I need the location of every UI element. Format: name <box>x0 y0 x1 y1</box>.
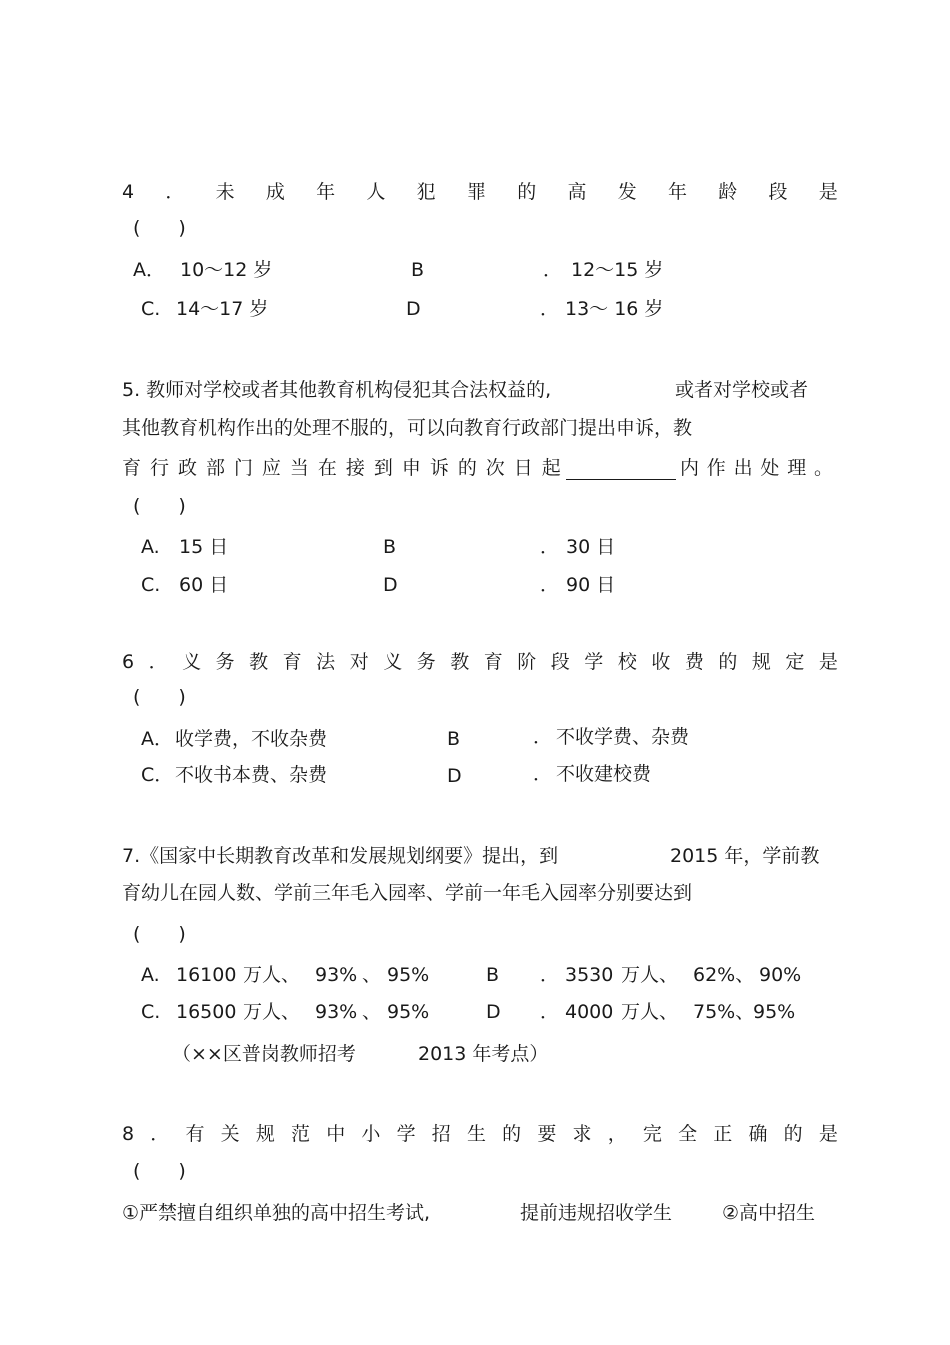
stem-char: 到 <box>373 457 393 479</box>
q7-option-b-unit: 万人、 <box>621 964 679 986</box>
stem-char: 门 <box>233 457 253 479</box>
stem-char: 生 <box>466 1123 486 1145</box>
q5-line-1-part-2: 或者对学校或者 <box>675 379 809 401</box>
stem-char: 招 <box>431 1123 451 1145</box>
q5-option-c-label: C. <box>141 574 161 596</box>
q4-option-d-label: D <box>406 298 421 320</box>
stem-char: 是 <box>818 1123 838 1145</box>
q7-source-note-part-2: 2013 年考点） <box>418 1043 549 1065</box>
stem-char: 年 <box>316 181 336 203</box>
q4-option-a-label: A． <box>133 259 165 281</box>
q6-option-a-text: 收学费，不收杂费 <box>175 728 328 750</box>
q8-answer-paren: ( ) <box>133 1160 186 1182</box>
stem-char: 小 <box>361 1123 381 1145</box>
stem-char: 有 <box>185 1123 205 1145</box>
q8-line-part-1: ①严禁擅自组织单独的高中招生考试, <box>122 1202 431 1224</box>
q6-answer-paren: ( ) <box>133 686 186 708</box>
stem-char: 义 <box>182 651 202 673</box>
stem-char: 法 <box>316 651 336 673</box>
q7-option-d-unit: 万人、 <box>621 1001 679 1023</box>
q5-answer-paren: ( ) <box>133 495 186 517</box>
q7-option-b-label: B <box>486 964 500 986</box>
stem-char: 是 <box>818 651 838 673</box>
stem-char: 成 <box>265 181 285 203</box>
stem-char: 在 <box>317 457 337 479</box>
q4-option-b-dot: ． <box>543 259 563 281</box>
stem-char: 义 <box>383 651 403 673</box>
q5-line-1-part-1: 5. 教师对学校或者其他教育机构侵犯其合法权益的, <box>122 379 552 401</box>
stem-char: 政 <box>177 457 197 479</box>
q5-option-d-label: D <box>383 574 398 596</box>
q5-option-a-text: 15 日 <box>179 536 229 558</box>
stem-char: 规 <box>255 1123 275 1145</box>
stem-char: 理 <box>787 457 807 479</box>
q6-option-c-text: 不收书本费、杂费 <box>175 764 328 786</box>
q8-line-part-3: ②高中招生 <box>722 1202 816 1224</box>
stem-char: 行 <box>149 457 169 479</box>
q4-stem <box>122 183 838 202</box>
stem-char: 出 <box>733 457 753 479</box>
q5-option-a-label: A. <box>141 536 160 558</box>
stem-char: 高 <box>567 181 587 203</box>
stem-char: 育 <box>483 651 503 673</box>
stem-char: 中 <box>326 1123 346 1145</box>
q5-line-2: 其他教育机构作出的处理不服的，可以向教育行政部门提出申诉，教 <box>122 417 693 439</box>
stem-char: 日 <box>513 457 533 479</box>
q4-option-b-text: 12～15 岁 <box>571 259 664 281</box>
q7-option-c-separator: 、 <box>362 1001 382 1023</box>
q7-option-b-rate-2: 90% <box>759 964 802 986</box>
q4-option-d-text: 13～ 16 岁 <box>565 298 664 320</box>
stem-char: 次 <box>485 457 505 479</box>
q6-option-c-label: C． <box>141 764 174 786</box>
q7-line-1-part-2: 2015 年，学前教 <box>670 845 820 867</box>
stem-char: 阶 <box>517 651 537 673</box>
q7-option-a-unit: 万人、 <box>243 964 301 986</box>
stem-char: 教 <box>450 651 470 673</box>
stem-char: 要 <box>537 1123 557 1145</box>
stem-char: 部 <box>205 457 225 479</box>
stem-char: 年 <box>668 181 688 203</box>
stem-char: 是 <box>818 181 838 203</box>
q7-option-c-rate-2: 95% <box>387 1001 430 1023</box>
stem-char: 申 <box>401 457 421 479</box>
q5-option-c-text: 60 日 <box>179 574 229 596</box>
stem-char: 接 <box>345 457 365 479</box>
q6-option-d-text: 不收建校费 <box>556 763 652 785</box>
stem-char: ． <box>148 651 168 673</box>
q7-line-1-part-1: 7.《国家中长期教育改革和发展规划纲要》提出，到 <box>122 845 559 867</box>
stem-char: 未 <box>215 181 235 203</box>
stem-char: 关 <box>220 1123 240 1145</box>
q7-option-b-number: 3530 <box>565 964 614 986</box>
q4-option-c-text: 14～17 岁 <box>176 298 269 320</box>
q6-option-b-dot: ． <box>533 726 553 748</box>
stem-char: 段 <box>550 651 570 673</box>
stem-char: 育 <box>282 651 302 673</box>
q5-answer-blank <box>566 479 676 480</box>
q4-option-a-text: 10～12 岁 <box>180 259 273 281</box>
q5-option-b-dot: ． <box>540 536 560 558</box>
q7-option-d-number: 4000 <box>565 1001 614 1023</box>
stem-char: 的 <box>783 1123 803 1145</box>
q4-option-c-label: C. <box>141 298 161 320</box>
q7-option-c-rate-1: 93% <box>315 1001 358 1023</box>
stem-char: 务 <box>416 651 436 673</box>
stem-char: 龄 <box>718 181 738 203</box>
stem-char: 起 <box>541 457 561 479</box>
stem-char: 人 <box>366 181 386 203</box>
stem-char: 定 <box>785 651 805 673</box>
stem-char: 6 <box>122 651 135 673</box>
q6-option-b-text: 不收学费、杂费 <box>556 726 690 748</box>
q7-option-a-number: 16100 <box>176 964 237 986</box>
q4-option-d-dot: ． <box>540 298 560 320</box>
stem-char: 的 <box>457 457 477 479</box>
q6-option-d-dot: ． <box>533 763 553 785</box>
q4-answer-paren: ( ) <box>133 217 186 239</box>
stem-char: 应 <box>261 457 281 479</box>
stem-char: ， <box>607 1123 627 1145</box>
stem-char: 确 <box>748 1123 768 1145</box>
stem-char: 的 <box>502 1123 522 1145</box>
stem-char: 对 <box>349 651 369 673</box>
q5-line-3-start <box>122 459 561 478</box>
stem-char: 段 <box>768 181 788 203</box>
q7-option-c-number: 16500 <box>176 1001 237 1023</box>
stem-char: ． <box>165 181 185 203</box>
stem-char: 收 <box>651 651 671 673</box>
stem-char: 求 <box>572 1123 592 1145</box>
stem-char: 4 <box>122 181 135 203</box>
q5-line-3-end <box>680 459 833 478</box>
q8-stem <box>122 1125 838 1144</box>
stem-char: 费 <box>684 651 704 673</box>
stem-char: 的 <box>517 181 537 203</box>
q7-answer-paren: ( ) <box>133 923 186 945</box>
q6-option-b-label: B <box>447 728 461 750</box>
stem-char: 正 <box>713 1123 733 1145</box>
q7-option-a-separator: 、 <box>362 964 382 986</box>
q7-source-note-part-1: （××区普岗教师招考 <box>172 1043 356 1065</box>
stem-char: 当 <box>289 457 309 479</box>
stem-char: 的 <box>718 651 738 673</box>
q5-option-b-text: 30 日 <box>566 536 616 558</box>
stem-char: 校 <box>617 651 637 673</box>
stem-char: 完 <box>642 1123 662 1145</box>
q7-option-d-rate-2: 95% <box>753 1001 796 1023</box>
q5-option-d-dot: ． <box>540 574 560 596</box>
stem-char: 处 <box>760 457 780 479</box>
stem-char: 学 <box>396 1123 416 1145</box>
q7-option-d-dot: ． <box>540 1001 560 1023</box>
stem-char: 作 <box>706 457 726 479</box>
q5-option-d-text: 90 日 <box>566 574 616 596</box>
q7-option-a-rate-2: 95% <box>387 964 430 986</box>
q6-stem <box>122 653 838 672</box>
stem-char: 。 <box>813 457 833 479</box>
q7-line-2: 育幼儿在园人数、学前三年毛入园率、学前一年毛入园率分别要达到 <box>122 882 693 904</box>
q6-option-d-label: D <box>447 765 462 787</box>
stem-char: 发 <box>617 181 637 203</box>
q7-option-b-dot: ． <box>540 964 560 986</box>
q5-option-b-label: B <box>383 536 397 558</box>
q6-option-a-label: A． <box>141 728 173 750</box>
stem-char: 规 <box>751 651 771 673</box>
q7-option-c-label: C. <box>141 1001 161 1023</box>
stem-char: 学 <box>584 651 604 673</box>
q8-line-part-2: 提前违规招收学生 <box>520 1202 673 1224</box>
stem-char: 内 <box>680 457 700 479</box>
stem-char: 育 <box>122 457 142 479</box>
stem-char: 范 <box>291 1123 311 1145</box>
q7-option-a-rate-1: 93% <box>315 964 358 986</box>
stem-char: ． <box>150 1123 170 1145</box>
q7-option-d-rate-1: 75%、 <box>693 1001 755 1023</box>
stem-char: 8 <box>122 1123 135 1145</box>
stem-char: 全 <box>678 1123 698 1145</box>
q7-option-c-unit: 万人、 <box>243 1001 301 1023</box>
q7-option-b-rate-1: 62%、 <box>693 964 755 986</box>
stem-char: 教 <box>249 651 269 673</box>
stem-char: 诉 <box>429 457 449 479</box>
stem-char: 务 <box>215 651 235 673</box>
q7-option-a-label: A. <box>141 964 160 986</box>
q4-option-b-label: B <box>411 259 425 281</box>
q7-option-d-label: D <box>486 1001 501 1023</box>
stem-char: 罪 <box>466 181 486 203</box>
stem-char: 犯 <box>416 181 436 203</box>
